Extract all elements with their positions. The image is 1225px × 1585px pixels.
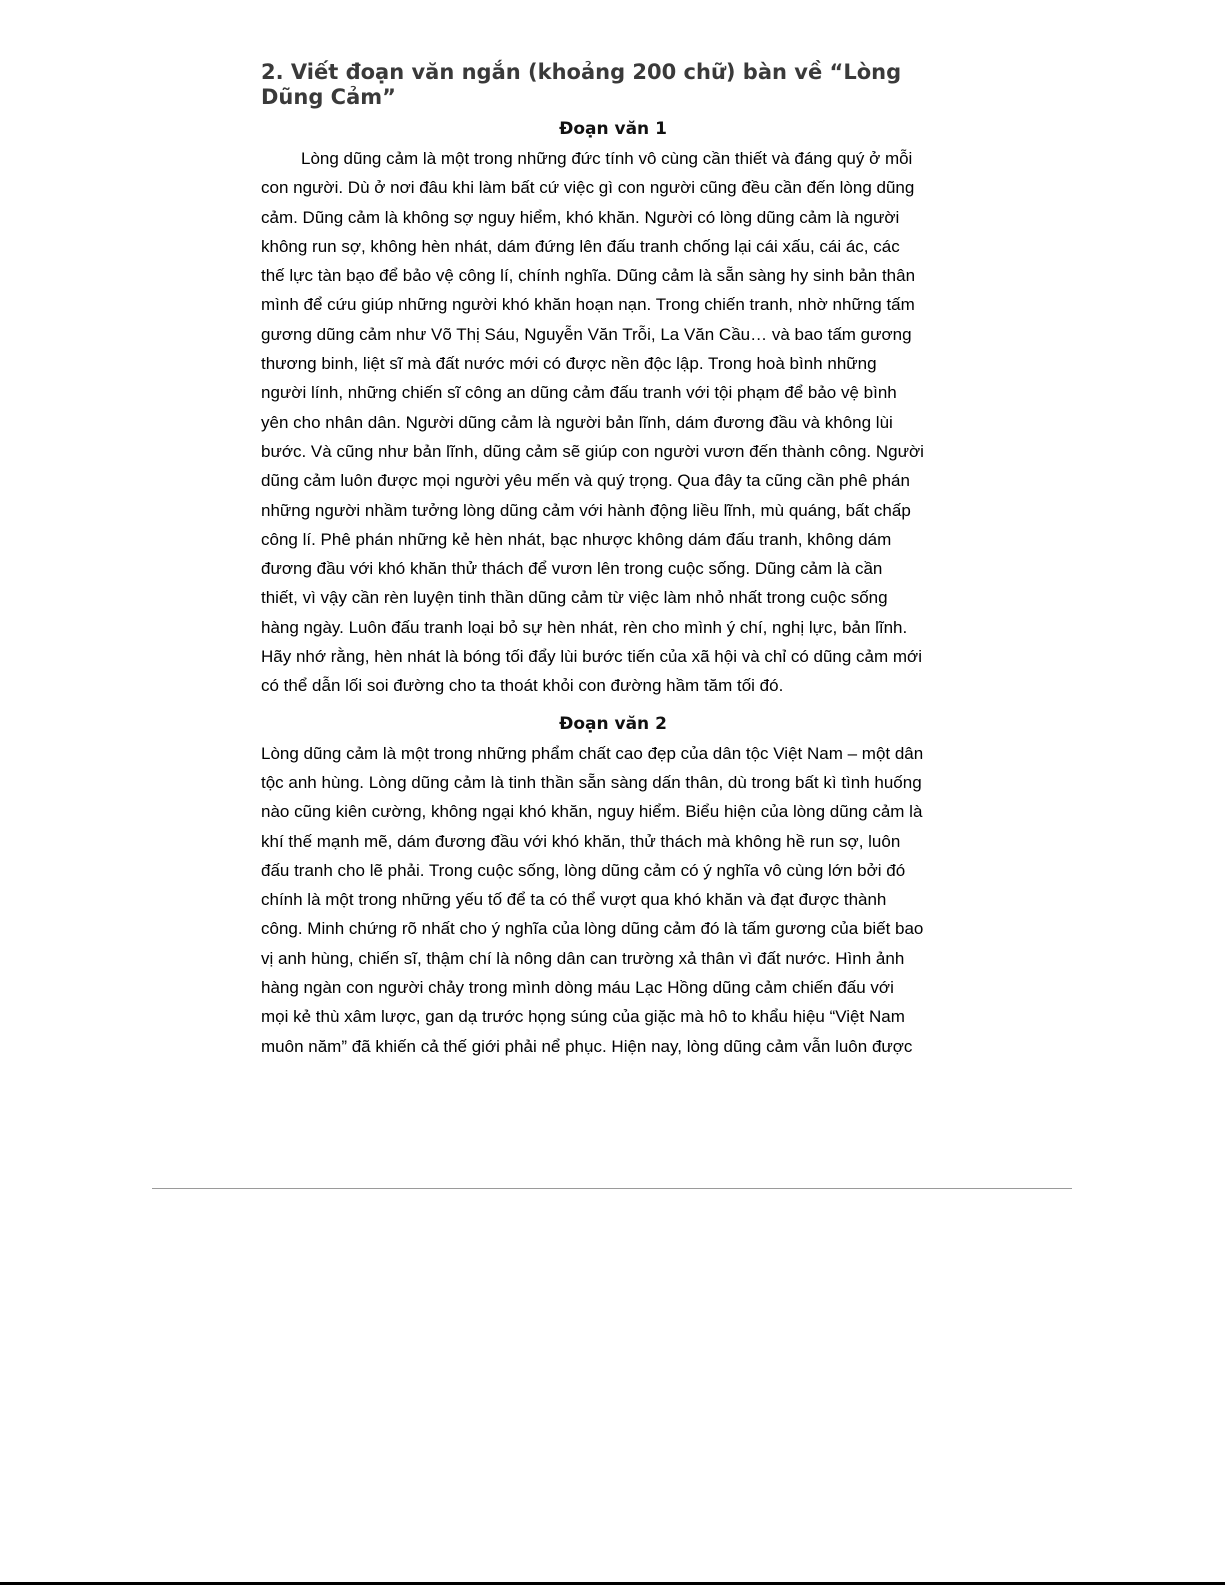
paragraph-line: mọi kẻ thù xâm lược, gan dạ trước họng súng của giặc mà hô to khẩu hiệu “Việt Nam (261, 1007, 905, 1027)
paragraph-line: Hãy nhớ rằng, hèn nhát là bóng tối đẩy lùi bước tiến của xã hội và chỉ có dũng cảm mới (261, 647, 922, 667)
paragraph-line: có thể dẫn lối soi đường cho ta thoát khỏi con đường hầm tăm tối đó. (261, 676, 784, 696)
paragraph-line: thương binh, liệt sĩ mà đất nước mới có được nền độc lập. Trong hoà bình những (261, 354, 877, 374)
paragraph-line: thế lực tàn bạo để bảo vệ công lí, chính nghĩa. Dũng cảm là sẵn sàng hy sinh bản thân (261, 266, 916, 286)
section-1-title: Đoạn văn 1 (559, 119, 667, 139)
section-2-paragraph (261, 739, 965, 1061)
section-1-paragraph (261, 144, 965, 701)
paragraph-line: khí thế mạnh mẽ, dám đương đầu với khó khăn, thử thách mà không hề run sợ, luôn (261, 831, 901, 851)
paragraph-line: chính là một trong những yếu tố để ta có thể vượt qua khó khăn và đạt được thành (261, 890, 887, 910)
section-1 (261, 118, 965, 701)
paragraph-line: những người nhầm tưởng lòng dũng cảm với hành động liều lĩnh, mù quáng, bất chấp (261, 500, 911, 520)
paragraph-line: hàng ngày. Luôn đấu tranh loại bỏ sự hèn nhát, rèn cho mình ý chí, nghị lực, bản lĩnh. (261, 617, 908, 637)
page-footer-divider (152, 1188, 1072, 1189)
paragraph-line: hàng ngàn con người chảy trong mình dòng máu Lạc Hồng dũng cảm chiến đấu với (261, 978, 894, 998)
paragraph-line: đương đầu với khó khăn thử thách để vươn lên trong cuộc sống. Dũng cảm là cần (261, 559, 883, 579)
paragraph-line: Lòng dũng cảm là một trong những phẩm chất cao đẹp của dân tộc Việt Nam – một dân (261, 743, 924, 763)
paragraph-line: công. Minh chứng rõ nhất cho ý nghĩa của lòng dũng cảm đó là tấm gương của biết bao (261, 919, 924, 939)
paragraph-line: Lòng dũng cảm là một trong những đức tính vô cùng cần thiết và đáng quý ở mỗi (301, 149, 913, 168)
paragraph-line: muôn năm” đã khiến cả thế giới phải nể phục. Hiện nay, lòng dũng cảm vẫn luôn được (261, 1036, 913, 1056)
paragraph-line: cảm. Dũng cảm là không sợ nguy hiểm, khó khăn. Người có lòng dũng cảm là người (261, 207, 900, 227)
paragraph-line: thiết, vì vậy cần rèn luyện tinh thần dũng cảm từ việc làm nhỏ nhất trong cuộc sống (261, 588, 888, 608)
paragraph-line: con người. Dù ở nơi đâu khi làm bất cứ việc gì con người cũng đều cần đến lòng dũng (261, 178, 915, 198)
paragraph-line: bước. Và cũng như bản lĩnh, dũng cảm sẽ giúp con người vươn đến thành công. Người (261, 441, 924, 461)
paragraph-line: yên cho nhân dân. Người dũng cảm là người bản lĩnh, dám đương đầu và không lùi (261, 412, 893, 432)
section-2-title: Đoạn văn 2 (559, 713, 667, 734)
paragraph-line: không run sợ, không hèn nhát, dám đứng lên đấu tranh chống lại cái xấu, cái ác, các (261, 236, 900, 256)
document-page (261, 60, 965, 1061)
paragraph-line: vị anh hùng, chiến sĩ, thậm chí là nông dân can trường xả thân vì đất nước. Hình ảnh (261, 948, 905, 968)
paragraph-line: công lí. Phê phán những kẻ hèn nhát, bạc nhược không dám đấu tranh, không dám (261, 529, 892, 549)
paragraph-line: mình để cứu giúp những người khó khăn hoạn nạn. Trong chiến tranh, nhờ những tấm (261, 295, 915, 315)
paragraph-line: người lính, những chiến sĩ công an dũng cảm đấu tranh với tội phạm để bảo vệ bình (261, 383, 897, 403)
paragraph-line: đấu tranh cho lẽ phải. Trong cuộc sống, lòng dũng cảm có ý nghĩa vô cùng lớn bởi đó (261, 860, 906, 880)
page-title: 2. Viết đoạn văn ngắn (khoảng 200 chữ) bàn về “Lòng Dũng Cảm” (261, 60, 902, 109)
paragraph-line: tộc anh hùng. Lòng dũng cảm là tinh thần sẵn sàng dấn thân, dù trong bất kì tình huống (261, 772, 922, 792)
paragraph-line: nào cũng kiên cường, không ngại khó khăn, nguy hiểm. Biểu hiện của lòng dũng cảm là (261, 802, 923, 822)
section-2 (261, 713, 965, 1061)
paragraph-line: gương dũng cảm như Võ Thị Sáu, Nguyễn Văn Trỗi, La Văn Cầu… và bao tấm gương (261, 324, 912, 344)
paragraph-line: dũng cảm luôn được mọi người yêu mến và quý trọng. Qua đây ta cũng cần phê phán (261, 471, 910, 491)
